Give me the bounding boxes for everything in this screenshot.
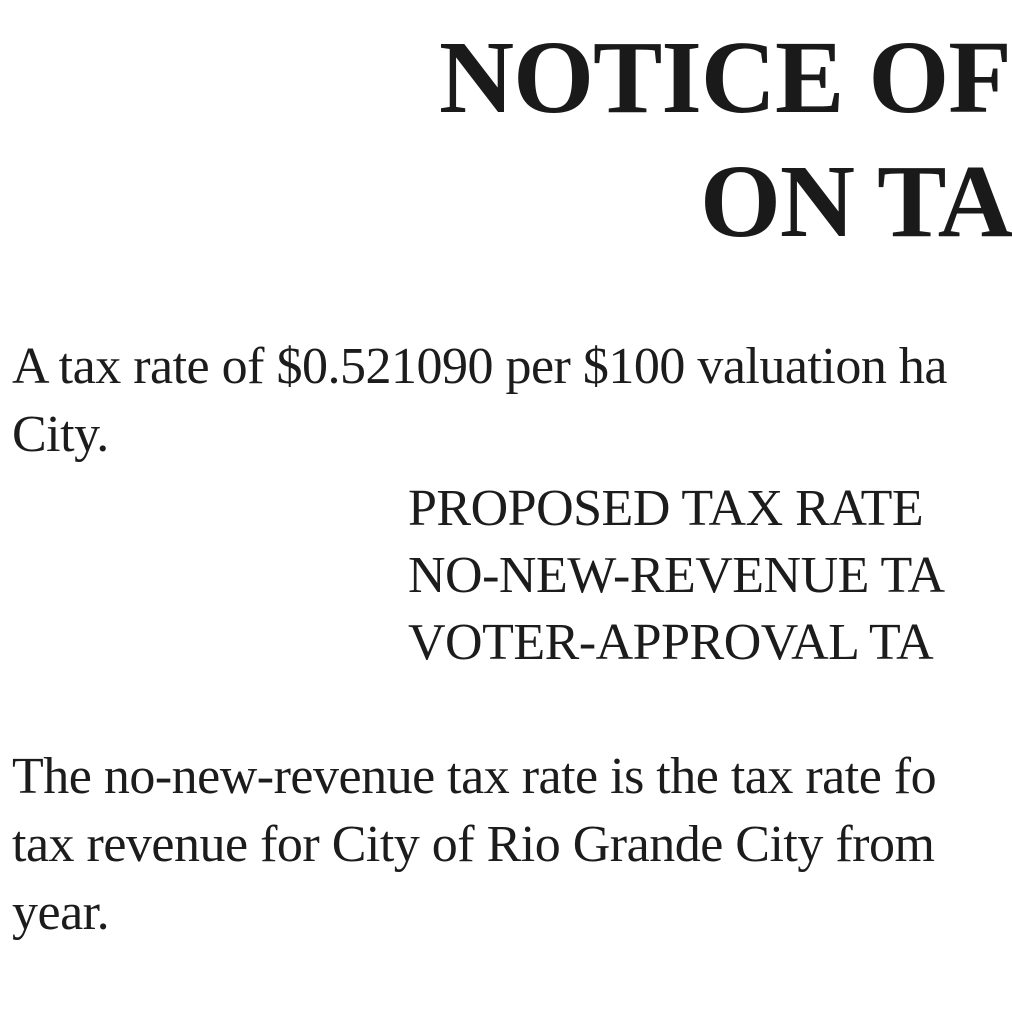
explanation-line: The no-new-revenue tax rate is the tax rate fo bbox=[12, 748, 937, 805]
proposed-tax-rate-label: PROPOSED TAX RATE bbox=[408, 480, 924, 537]
intro-line: A tax rate of $0.521090 per $100 valuation ha bbox=[12, 338, 947, 395]
tax-rate-intro-paragraph bbox=[12, 333, 947, 469]
notice-title-line-2: ON TA bbox=[700, 144, 1012, 259]
notice-title-line-1: NOTICE OF bbox=[439, 20, 1011, 135]
explanation-line: year. bbox=[12, 884, 110, 941]
rate-list bbox=[408, 475, 945, 676]
no-new-revenue-tax-rate-label: NO-NEW-REVENUE TA bbox=[408, 547, 945, 604]
voter-approval-tax-rate-label: VOTER-APPROVAL TA bbox=[408, 614, 934, 671]
no-new-revenue-explanation-paragraph bbox=[12, 743, 936, 947]
intro-line: City. bbox=[12, 406, 109, 463]
explanation-line: tax revenue for City of Rio Grande City from bbox=[12, 816, 935, 873]
